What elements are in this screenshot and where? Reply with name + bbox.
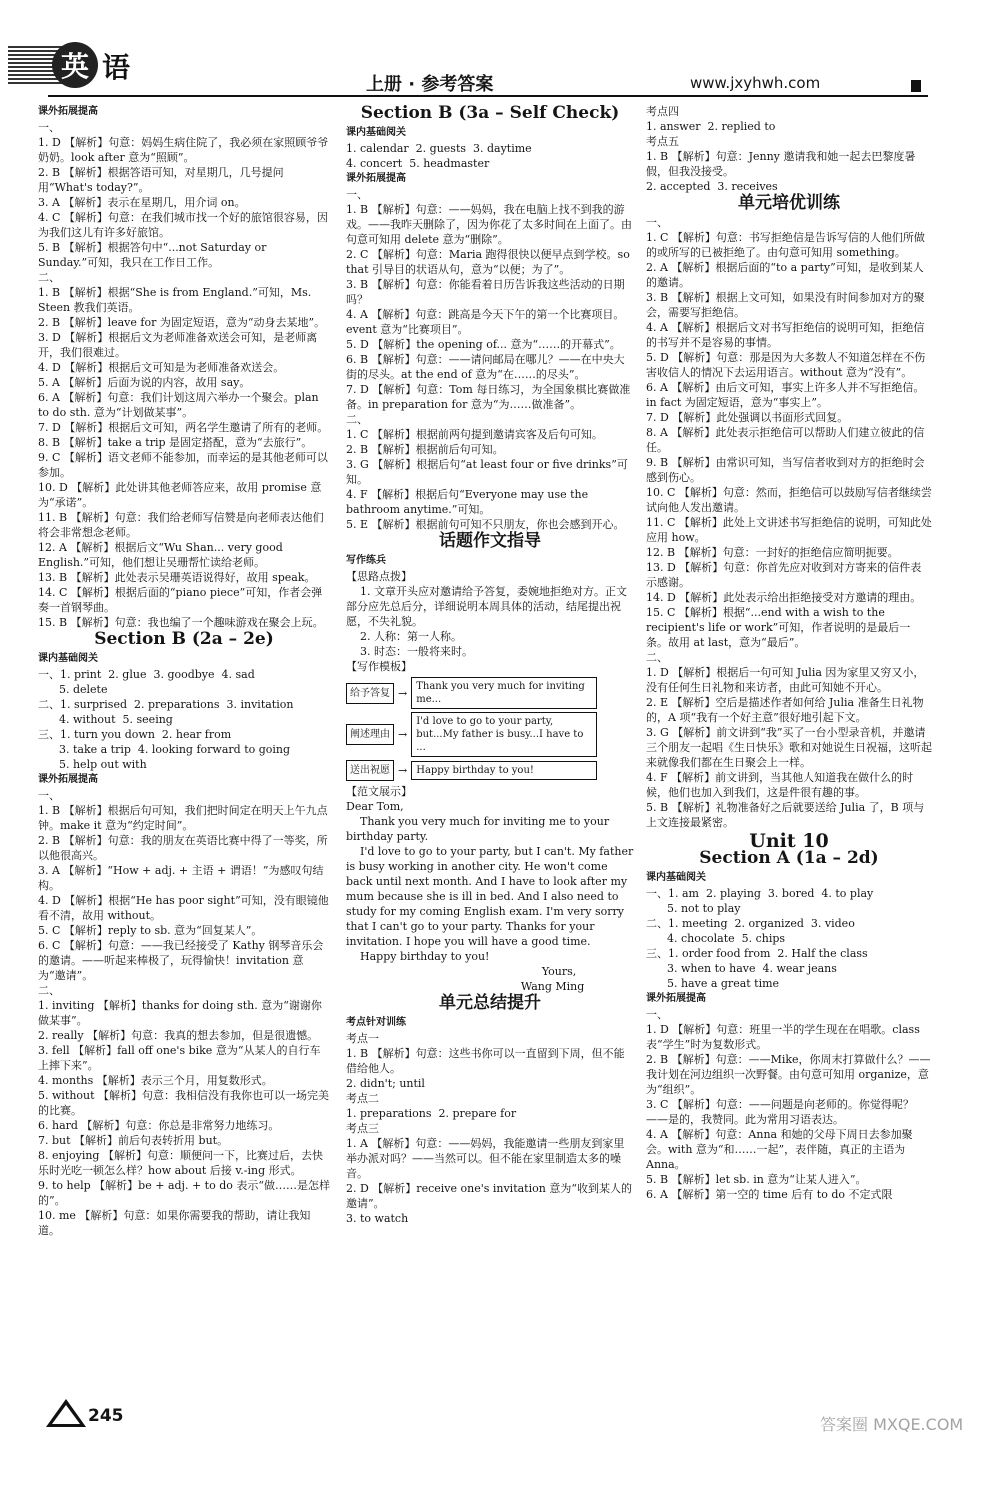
- answer-line: 6. A 【解析】句意：我们计划这周六举办一个聚会。plan to do sth. 意为“计划做某事”。: [38, 391, 323, 419]
- answer-line: 3. C 【解析】句意：——问题是向老师的。你觉得呢？——是的，我赞同。此为常用习语表达。: [646, 1098, 914, 1126]
- answer-line: 【范文展示】: [346, 785, 412, 798]
- answer-line: 2. didn't; until: [346, 1077, 425, 1090]
- answer-line: 1. B 【解析】根据后句可知，我们把时间定在明天上午九点钟。make it 意为“约定时间”。: [38, 804, 328, 832]
- answer-line: 考点三: [346, 1122, 379, 1135]
- answer-line: 1. B 【解析】句意：这些书你可以一直留到下周，但不能借给他人。: [346, 1047, 625, 1075]
- answer-line: 一、: [646, 1008, 668, 1021]
- answer-line: 11. B 【解析】句意：我们给老师写信赞是向老师表达他们将会非常想念老师。: [38, 511, 324, 539]
- answer-line: 2. C 【解析】句意：Maria 跑得很快以便早点到学校。so that 引导目的状语从句，意为“以便；为了”。: [346, 248, 634, 276]
- answer-line: 2. A 【解析】根据后面的“to a party”可知，是收到某人的邀请。: [646, 261, 924, 289]
- subsection-label: 课外拓展提高: [646, 993, 706, 1004]
- answer-line: 二、: [38, 984, 60, 997]
- page-title: 上册 · 参考答案: [366, 74, 494, 95]
- answer-line: 一、1. print 2. glue 3. goodbye 4. sad 5. delete: [38, 668, 255, 696]
- page-number: 245: [88, 1406, 124, 1426]
- website-label: www.jxyhwh.com: [690, 74, 821, 92]
- right-column: [646, 104, 932, 1202]
- writing-template-label: 阐述理由: [346, 724, 394, 745]
- answer-line: 5. D 【解析】句意：那是因为大多数人不知道怎样在不伤害收信人的情况下去运用语言。without 意为“没有”。: [646, 351, 926, 379]
- answer-line: 2. E 【解析】空后是描述作者如何给 Julia 准备生日礼物的，A 项“我有一个好主意”很好地引起下文。: [646, 696, 924, 724]
- answer-line: 4. D 【解析】根据后文可知是为老师准备欢送会。: [38, 361, 285, 374]
- answer-line: 4. A 【解析】句意：跳高是今天下午的第一个比赛项目。event 意为“比赛项目”。: [346, 308, 625, 336]
- answer-line: 5. C 【解析】reply to sb. 意为“回复某人”。: [38, 924, 263, 937]
- answer-line: 3. D 【解析】根据后文为老师准备欢送会可知，是老师离开，我们很难过。: [38, 331, 318, 359]
- answer-line: 二、: [346, 413, 368, 426]
- middle-column: [346, 103, 637, 1226]
- answer-line: 1. preparations 2. prepare for: [346, 1107, 517, 1120]
- answer-line: 10. C 【解析】句意：然而，拒绝信可以鼓励写信者继续尝试向他人发出邀请。: [646, 486, 932, 514]
- answer-line: 2. B 【解析】根据答语可知，对星期几，几号提问用“What's today?”。: [38, 166, 284, 194]
- answer-line: 1. answer 2. replied to: [646, 120, 776, 133]
- logo: [8, 38, 158, 100]
- section-heading: Unit 10: [749, 830, 829, 852]
- answer-line: 一、: [346, 188, 368, 201]
- answer-line: 5. B 【解析】根据答句中“...not Saturday or Sunday.”可知，我只在工作日工作。: [38, 241, 270, 269]
- answer-line: 14. D 【解析】此处表示给出拒绝接受对方邀请的理由。: [646, 591, 922, 604]
- answer-line: 7. D 【解析】此处强调以书面形式回复。: [646, 411, 849, 424]
- answer-line: 4. C 【解析】句意：在我们城市找一个好的旅馆很容易，因为我们这儿有许多好旅馆。: [38, 211, 328, 239]
- subsection-label: 课外拓展提高: [38, 106, 98, 117]
- answer-line: 3. A 【解析】表示在星期几，用介词 on。: [38, 196, 246, 209]
- answer-line: 二、1. meeting 2. organized 3. video 4. chocolate 5. chips: [646, 917, 855, 945]
- section-heading: Section B (3a – Self Check): [360, 103, 620, 123]
- answer-line: 5. D 【解析】the opening of... 意为“……的开幕式”。: [346, 338, 621, 351]
- answer-line: 7. but 【解析】前后句表转折用 but。: [38, 1134, 229, 1147]
- answer-line: 考点二: [346, 1092, 379, 1105]
- answer-line: I'd love to go to your party, but I can't. My father is busy working in another city. He won't come back until next month. And I have to look after my mum because she is ill in bed. And I also need to study for my coming English exam. I'm very sorry that I can't go to your party. Thanks for your invitation. I hope you will have a good time.: [346, 845, 637, 948]
- answer-line: 2. B 【解析】根据前后句可知。: [346, 443, 504, 456]
- answer-line: 12. B 【解析】句意：一封好的拒绝信应简明扼要。: [646, 546, 899, 559]
- answer-line: 考点五: [646, 135, 679, 148]
- answer-line: 二、1. surprised 2. preparations 3. invitation 4. without 5. seeing: [38, 698, 294, 726]
- answer-line: 4. A 【解析】根据后文对书写拒绝信的说明可知，拒绝信的书写并不是容易的事情。: [646, 321, 925, 349]
- writing-template-row: [346, 760, 634, 781]
- section-heading: 话题作文指导: [439, 531, 541, 551]
- answer-line: 11. C 【解析】此处上文讲述书写拒绝信的说明，可知此处应用 how。: [646, 516, 932, 544]
- subsection-label: 课内基础阅关: [646, 872, 706, 883]
- answer-line: 3. to watch: [346, 1212, 409, 1225]
- writing-template-label: 送出祝愿: [346, 760, 394, 781]
- answer-line: 15. B 【解析】句意：我也编了一个趣味游戏在聚会上玩。: [38, 616, 324, 629]
- answer-line: 7. D 【解析】句意：Tom 每日练习，为全国象棋比赛做准备。in preparation for 意为“为……做准备”。: [346, 383, 631, 411]
- writing-template-row: [346, 712, 634, 757]
- answer-line: 3. B 【解析】句意：你能看着日历告诉我这些活动的日期吗？: [346, 278, 625, 306]
- answer-line: 5. B 【解析】礼物准备好之后就要送给 Julia 了，B 项与上文连接最紧密。: [646, 801, 925, 829]
- answer-line: 2. B 【解析】leave for 为固定短语，意为“动身去某地”。: [38, 316, 326, 329]
- answer-line: 3. G 【解析】根据后句“at least four or five drinks”可知。: [346, 458, 628, 486]
- logo-subtext: 语: [102, 51, 131, 84]
- answer-line: 2. accepted 3. receives: [646, 180, 778, 193]
- answer-line: 15. C 【解析】根据“...end with a wish to the recipient's life or work”可知，作者说明的是最后一条。故用 at last，意为“最后”。: [646, 606, 911, 649]
- answer-line: 1. A 【解析】句意：——妈妈，我能邀请一些朋友到家里举办派对吗？——当然可以。但不能在家里制造太多的噪音。: [346, 1137, 625, 1180]
- answer-line: 7. D 【解析】根据后文可知，两名学生邀请了所有的老师。: [38, 421, 329, 434]
- answer-line: 1. calendar 2. guests 3. daytime 4. concert 5. headmaster: [346, 142, 532, 170]
- answer-line: 8. A 【解析】此处表示拒绝信可以帮助人们建立彼此的信任。: [646, 426, 925, 454]
- answer-line: 4. D 【解析】根据“He has poor sight”可知，没有眼镜他看不清，故用 without。: [38, 894, 329, 922]
- section-heading: Section B (2a – 2e): [94, 629, 274, 649]
- answer-line: 【写作模板】: [346, 660, 412, 673]
- answer-line: 【思路点拨】: [346, 570, 412, 583]
- answer-line: 一、: [38, 789, 60, 802]
- answer-line: 考点四: [646, 105, 679, 118]
- answer-line: 4. F 【解析】前文讲到，当其他人知道我在做什么的时候，他们也加入到我们，这是件很有趣的事。: [646, 771, 914, 799]
- writing-template-box: Thank you very much for inviting me...: [411, 677, 597, 709]
- answer-line: 6. C 【解析】句意：——我已经接受了 Kathy 钢琴音乐会的邀请。——听起来棒极了，玩得愉快！invitation 意为“邀请”。: [38, 939, 324, 982]
- answer-line: 3. G 【解析】前文讲到“我”买了一台小型录音机，并邀请三个朋友一起唱《生日快乐》歌和对她说生日祝福，这听起来就像我们都在生日聚会上一样。: [646, 726, 932, 769]
- answer-line: 3. A 【解析】“How + adj. + 主语 + 谓语！”为感叹句结构。: [38, 864, 324, 892]
- answer-line: 1. C 【解析】根据前两句提到邀请宾客及后句可知。: [346, 428, 603, 441]
- subsection-label: 课内基础阅关: [346, 127, 406, 138]
- answer-line: 2. really 【解析】句意：我真的想去参加，但是很遗憾。: [38, 1029, 319, 1042]
- answer-line: 1. D 【解析】句意：妈妈生病住院了，我必须在家照顾爷爷奶奶。look after 意为“照顾”。: [38, 136, 329, 164]
- answer-line: 三、1. order food from 2. Half the class 3. when to have 4. wear jeans 5. have a great time: [646, 947, 868, 990]
- answer-line: 9. B 【解析】由常识可知，当写信者收到对方的拒绝时会感到伤心。: [646, 456, 925, 484]
- answer-line: 3. fell 【解析】fall off one's bike 意为“从某人的自行车上摔下来”。: [38, 1044, 321, 1072]
- answer-line: 5. B 【解析】let sb. in 意为“让某人进入”。: [646, 1173, 867, 1186]
- subsection-label: 考点针对训练: [346, 1017, 406, 1028]
- answer-line: 13. B 【解析】此处表示吴珊英语说得好，故用 speak。: [38, 571, 316, 584]
- answer-line: 4. A 【解析】句意：Anna 和她的父母下周日去参加聚会。with 意为“和……一起”，表伴随，真正的主语为 Anna。: [646, 1128, 913, 1171]
- answer-line: 8. B 【解析】take a trip 是固定搭配，意为“去旅行”。: [38, 436, 313, 449]
- left-column: [38, 104, 330, 1238]
- writing-template-row: [346, 677, 634, 709]
- answer-line: 6. A 【解析】由后文可知，事实上许多人并不写拒绝信。in fact 为固定短语，意为“事实上”。: [646, 381, 925, 409]
- answer-line: 三、1. turn you down 2. hear from 3. take a trip 4. looking forward to going 5. help out with: [38, 728, 291, 771]
- answer-line: 4. F 【解析】根据后句“Everyone may use the bathroom anytime.”可知。: [346, 488, 592, 516]
- arrow-icon: →: [398, 686, 408, 700]
- section-heading: 单元培优训练: [738, 193, 840, 213]
- watermark-text: 答案圈 MXQE.COM: [820, 1415, 964, 1434]
- answer-line: 一、: [646, 216, 668, 229]
- page-header: [0, 0, 1000, 100]
- answer-line: 1. B 【解析】句意：Jenny 邀请我和她一起去巴黎度暑假，但我没接受。: [646, 150, 916, 178]
- answer-line: 2. 人称：第一人称。: [346, 630, 462, 643]
- header-divider: [48, 95, 928, 97]
- answer-line: 2. B 【解析】句意：我的朋友在英语比赛中得了一等奖，所以他很高兴。: [38, 834, 328, 862]
- answer-line: Dear Tom,: [346, 800, 404, 813]
- answer-line: 8. enjoying 【解析】句意：顺便问一下，比赛过后，去快乐时光吃一顿怎么样？how about 后接 v.-ing 形式。: [38, 1149, 323, 1177]
- section-heading: 单元总结提升: [439, 993, 541, 1013]
- answer-line: 9. to help 【解析】be + adj. + to do 表示“做……是怎样的”。: [38, 1179, 330, 1207]
- answer-line: 考点一: [346, 1032, 379, 1045]
- writing-template-box: Happy birthday to you!: [411, 761, 597, 780]
- writing-template-label: 给予答复: [346, 683, 394, 704]
- answer-line: 9. C 【解析】语文老师不能参加，而幸运的是其他老师可以参加。: [38, 451, 328, 479]
- logo-text: 英: [60, 50, 89, 83]
- page-corner-icon: [45, 1396, 87, 1428]
- arrow-icon: →: [398, 728, 408, 741]
- answer-line: 6. B 【解析】句意：——请问邮局在哪儿？——在中央大街的尽头。at the end of 意为“在……的尽头”。: [346, 353, 625, 381]
- answer-line: 10. D 【解析】此处讲其他老师答应来，故用 promise 意为“承诺”。: [38, 481, 322, 509]
- answer-line: Happy birthday to you!: [346, 950, 490, 963]
- answer-line: 1. C 【解析】句意：书写拒绝信是告诉写信的人他们所做的或所写的已被拒绝了。由句意可知用 something。: [646, 231, 925, 259]
- answer-line: 10. me 【解析】句意：如果你需要我的帮助，请让我知道。: [38, 1209, 311, 1237]
- subsection-label: 写作练兵: [346, 555, 386, 566]
- subsection-label: 课外拓展提高: [346, 173, 406, 184]
- answer-line: 5. without 【解析】句意：我相信没有我你也可以一场完美的比赛。: [38, 1089, 330, 1117]
- answer-line: 2. B 【解析】句意：——Mike，你周末打算做什么？——我计划在河边组织一次野餐。由句意可知用 organize，意为“组织”。: [646, 1053, 931, 1096]
- answer-line: Thank you very much for inviting me to your birthday party.: [346, 815, 613, 843]
- answer-line: 4. months 【解析】表示三个月，用复数形式。: [38, 1074, 273, 1087]
- section-heading: Section A (1a – 2d): [699, 848, 879, 868]
- answer-line: 13. D 【解析】句意：你首先应对收到对方寄来的信件表示感谢。: [646, 561, 922, 589]
- answer-line: 1. B 【解析】根据“She is from England.”可知，Ms. Steen 教我们英语。: [38, 286, 315, 314]
- answer-line: 2. D 【解析】receive one's invitation 意为“收到某人的邀请”。: [346, 1182, 632, 1210]
- answer-line: 1. 文章开头应对邀请给予答复，委婉地拒绝对方。正文部分应先总后分，详细说明本周具体的活动，结尾提出祝愿，不失礼貌。: [346, 585, 627, 628]
- answer-line: Yours, Wang Ming: [520, 965, 585, 993]
- writing-template-box: I'd love to go to your party, but...My father is busy...I have to ...: [411, 712, 597, 757]
- answer-line: 一、1. am 2. playing 3. bored 4. to play 5. not to play: [646, 887, 874, 915]
- answer-line: 6. A 【解析】第一空的 time 后有 to do 不定式限: [646, 1188, 893, 1201]
- header-square-icon: [911, 80, 921, 92]
- answer-line: 5. A 【解析】后面为说的内容，故用 say。: [38, 376, 251, 389]
- answer-line: 14. C 【解析】根据后面的“piano piece”可知，作者会弹奏一首钢琴曲。: [38, 586, 323, 614]
- answer-line: 1. inviting 【解析】thanks for doing sth. 意为“谢谢你做某事”。: [38, 999, 322, 1027]
- answer-line: 12. A 【解析】根据后文“Wu Shan... very good English.”可知，他们想让吴珊帮忙读给老师。: [38, 541, 287, 569]
- answer-line: 3. 时态：一般将来时。: [346, 645, 473, 658]
- answer-line: 二、: [38, 271, 60, 284]
- answer-line: 1. D 【解析】根据后一句可知 Julia 因为家里又穷又小，没有任何生日礼物和来访者，由此可知她不开心。: [646, 666, 925, 694]
- answer-line: 二、: [646, 651, 668, 664]
- answer-line: 1. B 【解析】句意：——妈妈，我在电脑上找不到我的游戏。——我昨天删除了，因为你花了太多时间在上面了。由句意可知用 delete 意为“删除”。: [346, 203, 632, 246]
- answer-line: 3. B 【解析】根据上文可知，如果没有时间参加对方的聚会，需要写拒绝信。: [646, 291, 925, 319]
- subsection-label: 课外拓展提高: [38, 774, 98, 785]
- answer-line: 6. hard 【解析】句意：你总是非常努力地练习。: [38, 1119, 280, 1132]
- answer-line: 1. D 【解析】句意：班里一半的学生现在在唱歌。class 表“学生”时为复数形式。: [646, 1023, 924, 1051]
- arrow-icon: →: [398, 764, 408, 777]
- answer-line: 5. E 【解析】根据前句可知不只朋友，你也会感到开心。: [346, 518, 625, 531]
- answer-line: 一、: [38, 121, 60, 134]
- subsection-label: 课内基础阅关: [38, 653, 98, 664]
